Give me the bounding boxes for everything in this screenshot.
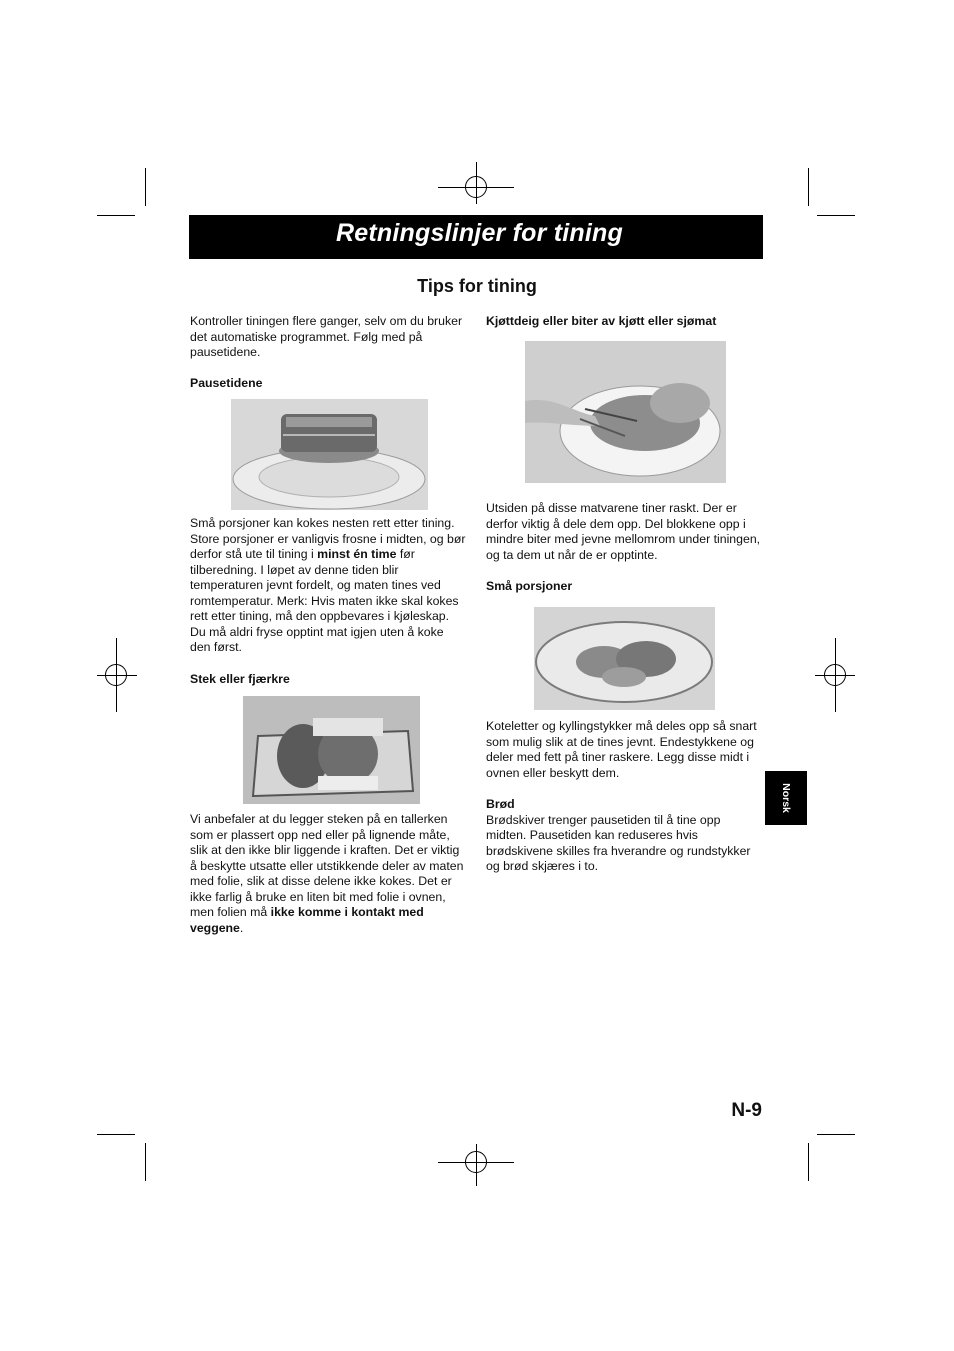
text-fragment: Utsiden på disse matvarene tiner raskt. Der er derfor viktig å dele dem opp. Del blokkene opp i mindre biter med jevne mellomrom under tiningen, og ta dem ut når de er opptinte. [486, 501, 761, 562]
crop-mark [808, 1143, 809, 1181]
heading-brod: Brød [486, 797, 515, 811]
right-heading-2 [486, 579, 762, 595]
crop-mark [97, 215, 135, 216]
text-fragment: Vi anbefaler at du legger steken på en tallerken som er plassert opp ned eller på lignende måte, slik at den ikke blir liggende i kraften. Det er viktig å beskytte utsatte eller utstikkende deler av maten med folie, slik at disse delene ikke kokes. Det er ikke farlig å bruke en liten bit med folie i ovnen, men folien må [190, 812, 464, 919]
photo-roast-in-dish [243, 696, 420, 804]
text-fragment: Brødskiver trenger pausetiden til å tine opp midten. Pausetiden kan reduseres hvis brødskivene skilles fra hverandre og rundstykker og brød skjæres i to. [486, 812, 751, 873]
text-fragment: . [239, 920, 244, 935]
heading-pausetidene: Pausetidene [190, 376, 263, 390]
page-title: Retningslinjer for tining [336, 219, 623, 247]
language-tab [765, 771, 807, 825]
language-tab-label: Norsk [780, 783, 792, 813]
text-fragment: Små porsjoner kan kokes nesten rett etter tining. Store porsjoner er vanligvis frosne i midten, og bør derfor stå ute til tining i [190, 516, 466, 561]
right-section-brod [486, 797, 762, 875]
title-banner [189, 215, 763, 259]
emphasis-text: ikke komme i kontakt med veggene [190, 905, 424, 935]
crop-mark [145, 1143, 146, 1181]
left-heading-1 [190, 376, 466, 392]
photo-meat-cut-with-fork [525, 341, 726, 483]
crop-mark [808, 168, 809, 206]
left-paragraph-2 [190, 516, 466, 656]
text-fragment: før tilberedning. I løpet av denne tiden blir temperaturen jevnt fordelt, og maten tines ved romtemperatur. Merk: Hvis maten ikke skal kokes rett etter tining, må den oppbevares i kjøleskap. Du må aldri fryse opptint mat igjen uten å koke den først. [190, 547, 459, 654]
right-paragraph-1 [486, 501, 762, 563]
photo-small-portions-bowl [534, 607, 715, 710]
left-paragraph-3 [190, 812, 466, 936]
right-paragraph-2 [486, 719, 762, 781]
heading-kjottdeig: Kjøttdeig eller biter av kjøtt eller sjømat [486, 314, 717, 328]
right-heading-1 [486, 314, 762, 330]
heading-stek: Stek eller fjærkre [190, 672, 290, 686]
photo-meat-on-plate [231, 399, 428, 510]
crop-mark [97, 1134, 135, 1135]
text-fragment: Koteletter og kyllingstykker må deles opp så snart som mulig slik at de tines jevnt. Endestykkene og deler med fett på tiner raskere. Legg disse midt i ovnen eller beskytt dem. [486, 719, 757, 780]
left-column-intro [190, 314, 466, 361]
emphasis-text: minst én time [317, 547, 397, 561]
page-number: N-9 [731, 1100, 762, 1121]
intro-paragraph: Kontroller tiningen flere ganger, selv om du bruker det automatiske programmet. Følg med på pausetidene. [190, 314, 463, 359]
crop-mark [817, 1134, 855, 1135]
heading-sma-porsjoner: Små porsjoner [486, 579, 573, 593]
crop-mark [145, 168, 146, 206]
left-heading-2 [190, 672, 466, 688]
section-title: Tips for tining [417, 276, 537, 296]
crop-mark [817, 215, 855, 216]
